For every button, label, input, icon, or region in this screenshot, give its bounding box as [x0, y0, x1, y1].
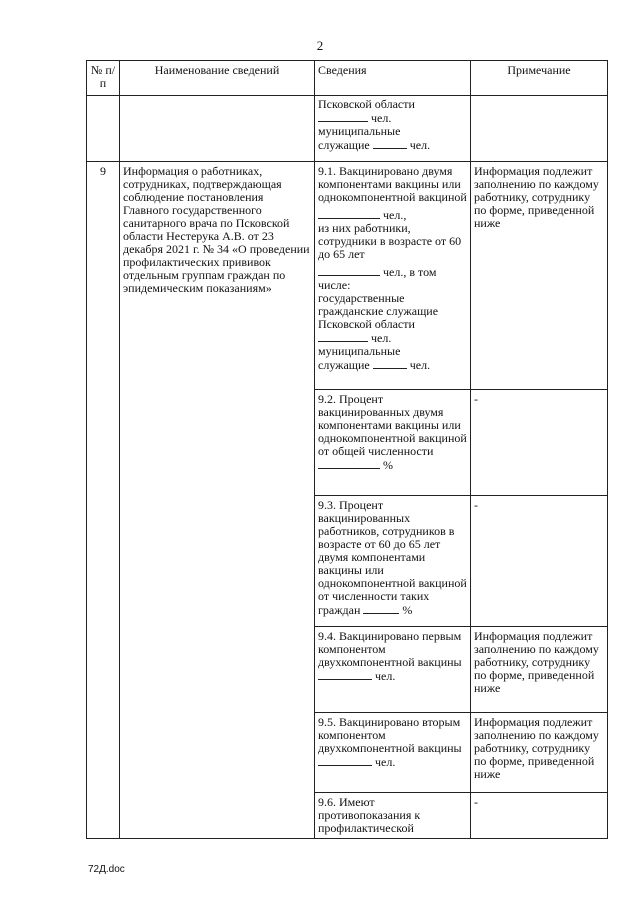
note-9-3: - — [471, 496, 608, 627]
note-9-2: - — [471, 390, 608, 496]
item-name: Информация о работниках, сотрудниках, подтверждающая соблюдение постановления Главного государственного санитарного врача по Псковской области Нестерука А.В. от 23 декабря 2021 г. № 34 «О проведении профилактических прививок отдельным группам граждан по эпидемическим показаниям» — [120, 162, 315, 839]
table-row-9-1 — [87, 162, 608, 390]
cont-line-region: Псковской области — [318, 97, 415, 111]
item-number: 9 — [87, 162, 120, 839]
note-9-1: Информация подлежит заполнению по каждому работнику, сотруднику по форме, приведенной ниже — [471, 162, 608, 390]
note-9-5: Информация подлежит заполнению по каждому работнику, сотруднику по форме, приведенной ниже — [471, 713, 608, 793]
blank-field — [318, 755, 372, 766]
note-9-4: Информация подлежит заполнению по каждому работнику, сотруднику по форме, приведенной ниже — [471, 627, 608, 713]
blank-field — [318, 331, 368, 342]
info-9-4: 9.4. Вакцинировано первым компонентом двухкомпонентной вакцины чел. — [315, 627, 471, 713]
info-9-6: 9.6. Имеют противопоказания к профилактической — [315, 793, 471, 839]
footer-filename: 72Д.doc — [88, 864, 125, 875]
blank-field — [373, 358, 407, 369]
cont-line-people: чел. — [371, 111, 392, 125]
blank-field — [318, 669, 372, 680]
header-name: Наименование сведений — [120, 61, 315, 96]
data-table — [86, 60, 608, 839]
header-num: № п/п — [87, 61, 120, 96]
blank-field — [318, 208, 380, 219]
blank-field — [373, 138, 407, 149]
info-9-5: 9.5. Вакцинировано вторым компонентом двухкомпонентной вакцины чел. — [315, 713, 471, 793]
continued-info-cell — [315, 96, 471, 162]
page-number: 2 — [316, 38, 324, 53]
blank-field — [318, 111, 368, 122]
blank-field — [318, 265, 380, 276]
blank-field — [363, 603, 399, 614]
info-9-3: 9.3. Процент вакцинированных работников, сотрудников в возрасте от 60 до 65 лет двумя компонентами вакцины или однокомпонентной вакциной от численности таких граждан % — [315, 496, 471, 627]
info-9-2: 9.2. Процент вакцинированных двумя компонентами вакцины или однокомпонентной вакциной от общей численности % — [315, 390, 471, 496]
blank-field — [318, 458, 380, 469]
info-9-1: 9.1. Вакцинировано двумя компонентами вакцины или однокомпонентной вакциной чел., из них работники, сотрудники в возрасте от 60 до 65 лет чел., в том числе: государственные гражданские служащие Псковской области чел. муниципальные служащие чел. — [315, 162, 471, 390]
header-note: Примечание — [471, 61, 608, 96]
table-row-continued — [87, 96, 608, 162]
cont-line-servants: служащие — [318, 138, 370, 152]
cont-line-municipal: муниципальные — [318, 124, 401, 138]
header-info: Сведения — [315, 61, 471, 96]
cont-line-people-2: чел. — [409, 138, 431, 152]
note-9-6: - — [471, 793, 608, 839]
table-header-row — [87, 61, 608, 96]
